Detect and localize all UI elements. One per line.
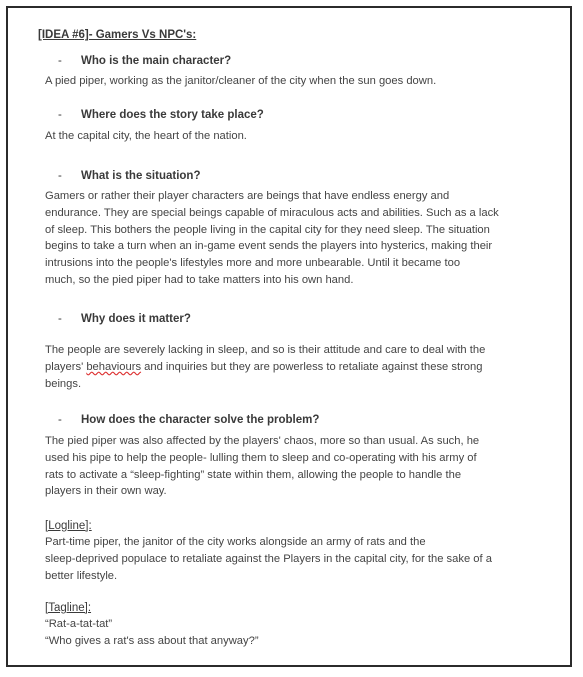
question-text: What is the situation? <box>81 170 201 182</box>
answer-main-character <box>45 73 533 90</box>
misspelled-word: behaviours <box>86 360 142 373</box>
logline-line: better lifestyle. <box>45 569 118 582</box>
answer-story-place <box>45 128 533 145</box>
answer-line: Gamers or rather their player characters are beings that have endless energy and <box>45 190 450 202</box>
answer-fragment: and inquiries but they are powerless to retaliate against these strong <box>141 360 483 373</box>
question-solve-problem: - How does the character solve the problem? <box>58 414 320 426</box>
tagline-line: “Who gives a rat's ass about that anyway?” <box>45 634 259 647</box>
answer-line: begins to take a turn when an in-game event sends the players into hysterics, making their <box>45 240 493 253</box>
question-text: Who is the main character? <box>81 55 232 67</box>
question-text: How does the character solve the problem? <box>81 414 320 426</box>
answer-line: A pied piper, working as the janitor/cleaner of the city when the sun goes down. <box>45 75 437 87</box>
logline-line: Part-time piper, the janitor of the city works alongside an army of rats and the <box>45 536 426 548</box>
tagline-label: [Tagline]: <box>45 602 92 614</box>
answer-why-matter <box>45 342 533 392</box>
logline-text <box>45 534 533 584</box>
tagline-line: “Rat-a-tat-tat” <box>45 618 113 630</box>
answer-line: used his pipe to help the people- lulling them to sleep and co-operating with his army of <box>45 451 477 464</box>
question-main-character: - Who is the main character? <box>58 55 232 67</box>
answer-line <box>45 359 533 376</box>
answer-line: At the capital city, the heart of the nation. <box>45 130 247 142</box>
answer-line: players in their own way. <box>45 485 167 498</box>
idea-title: [IDEA #6]- Gamers Vs NPC's: <box>38 29 197 41</box>
logline-label: [Logline]: <box>45 520 92 532</box>
answer-fragment: players' <box>45 360 87 373</box>
answer-solve-problem <box>45 433 533 500</box>
answer-line: rats to activate a “sleep-fighting” state within them, allowing the people to handle the <box>45 468 462 481</box>
question-text: Why does it matter? <box>81 313 191 325</box>
answer-line: The pied piper was also affected by the players' chaos, more so than usual. As such, he <box>45 435 480 447</box>
answer-situation <box>45 188 533 289</box>
answer-line: beings. <box>45 377 82 390</box>
question-why-matter: - Why does it matter? <box>58 313 191 325</box>
question-situation: - What is the situation? <box>58 170 201 182</box>
answer-line: intrusions into the people's lifestyles more and more unbearable. Until it became too <box>45 257 461 270</box>
tagline-text <box>45 616 533 650</box>
question-story-place: - Where does the story take place? <box>58 109 264 121</box>
logline-line: sleep-deprived populace to retaliate against the Players in the capital city, for the sake of a <box>45 552 492 565</box>
answer-line: The people are severely lacking in sleep, and so is their attitude and care to deal with the <box>45 344 486 356</box>
answer-line: much, so the pied piper had to take matters into his own hand. <box>45 273 354 286</box>
question-text: Where does the story take place? <box>81 109 264 121</box>
answer-line: of sleep. This bothers the people living in the capital city for they need sleep. The situation <box>45 223 490 236</box>
answer-line: endurance. They are special beings capable of miraculous acts and abilities. Such as a lack <box>45 206 499 219</box>
